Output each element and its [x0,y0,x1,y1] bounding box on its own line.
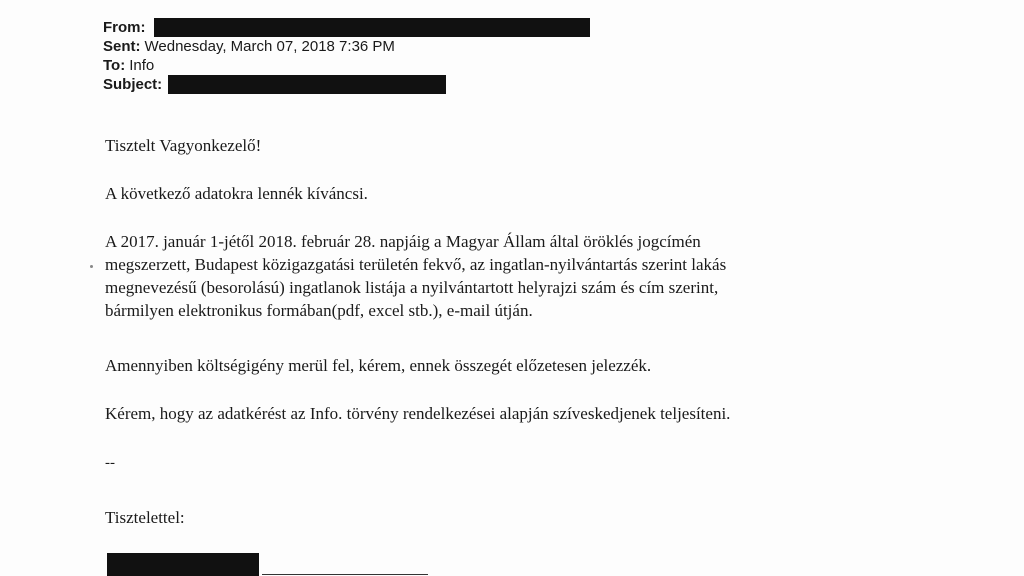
request-paragraph [105,230,726,322]
sent-row [103,37,590,56]
sent-label: Sent: [103,38,141,55]
signature-separator: -- [105,455,115,471]
from-redaction [154,18,590,37]
to-value: Info [129,57,155,74]
request-line: megszerzett, Budapest közigazgatási területén fekvő, az ingatlan-nyilvántartás szerint lakás [105,255,727,274]
from-label: From: [103,19,146,36]
from-row [103,18,590,37]
to-row [103,56,590,75]
signature-redaction [107,553,259,576]
cost-paragraph: Amennyiben költségigény merül fel, kérem, ennek összegét előzetesen jelezzék. [105,356,652,375]
greeting: Tisztelt Vagyonkezelő! [105,136,262,155]
closing: Tisztelettel: [105,508,185,527]
email-header [103,18,590,94]
scan-speck [90,265,93,268]
to-label: To: [103,57,126,74]
intro-paragraph: A következő adatokra lennék kíváncsi. [105,184,368,203]
request-line: bármilyen elektronikus formában(pdf, excel stb.), e-mail útján. [105,301,533,320]
signature-underline [262,574,428,575]
subject-redaction [168,75,446,94]
subject-row [103,75,590,94]
sent-value: Wednesday, March 07, 2018 7:36 PM [144,38,395,55]
subject-label: Subject: [103,76,163,93]
request-line: A 2017. január 1-jétől 2018. február 28. napjáig a Magyar Állam által öröklés jogcímén [105,232,701,251]
request-line: megnevezésű (besorolású) ingatlanok listája a nyilvántartott helyrajzi szám és cím szerint, [105,278,719,297]
law-paragraph: Kérem, hogy az adatkérést az Info. törvény rendelkezései alapján szíveskedjenek teljesíteni. [105,404,731,423]
